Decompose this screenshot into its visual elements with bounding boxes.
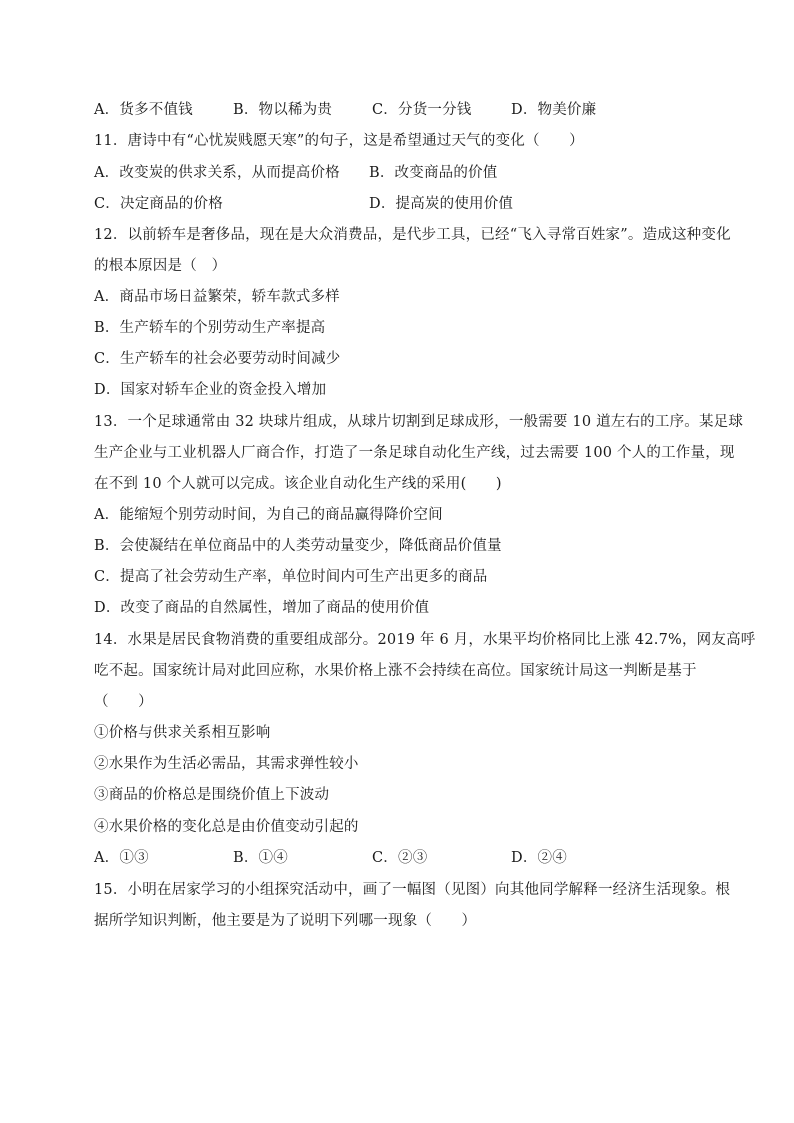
- q12-stem-line-2: 的根本原因是（ ）: [94, 258, 227, 274]
- q13-option-c[interactable]: C．提高了社会劳动生产率，单位时间内可生产出更多的商品: [94, 569, 488, 585]
- q15-stem-line-2: 据所学知识判断，他主要是为了说明下列哪一现象（ ）: [94, 913, 477, 929]
- q10-option-a[interactable]: A．货多不值钱: [94, 102, 193, 118]
- q13-option-a[interactable]: A．能缩短个别劳动时间，为自己的商品赢得降价空间: [94, 507, 443, 523]
- q14-option-d[interactable]: D．②④: [511, 850, 567, 866]
- q12-option-a[interactable]: A．商品市场日益繁荣，轿车款式多样: [94, 289, 340, 305]
- q10-options: [94, 100, 704, 120]
- q14-stem-line-1: 14．水果是居民食物消费的重要组成部分。2019 年 6 月，水果平均价格同比上涨 42.7%，网友高呼: [94, 632, 756, 648]
- q14-stem-line-3: （ ）: [94, 694, 153, 710]
- q13-stem-line-1: 13．一个足球通常由 32 块球片组成，从球片切割到足球成形，一般需要 10 道左右的工序。某足球: [94, 414, 744, 430]
- q12-stem-line-1: 12．以前轿车是奢侈品，现在是大众消费品，是代步工具，已经“飞入寻常百姓家”。造成这种变化: [94, 227, 731, 243]
- q12-option-d[interactable]: D．国家对轿车企业的资金投入增加: [94, 382, 327, 398]
- q15-stem-line-1: 15．小明在居家学习的小组探究活动中，画了一幅图（见图）向其他同学解释一经济生活现象。根: [94, 882, 731, 898]
- q12-option-b[interactable]: B．生产轿车的个别劳动生产率提高: [94, 320, 326, 336]
- q10-option-c[interactable]: C．分货一分钱: [372, 102, 472, 118]
- q13-option-b[interactable]: B．会使凝结在单位商品中的人类劳动量变少，降低商品价值量: [94, 538, 502, 554]
- q11-option-c[interactable]: C．决定商品的价格: [94, 196, 223, 212]
- q11-stem: 11．唐诗中有“心忧炭贱愿天寒”的句子，这是希望通过天气的变化（ ）: [94, 133, 584, 149]
- q11-options-row2: [94, 194, 704, 214]
- q14-option-c[interactable]: C．②③: [372, 850, 428, 866]
- q13-stem-line-2: 生产企业与工业机器人厂商合作，打造了一条足球自动化生产线，过去需要 100 个人的工作量，现: [94, 445, 735, 461]
- q14-statement-2: ②水果作为生活必需品，其需求弹性较小: [94, 756, 359, 772]
- q11-option-b[interactable]: B．改变商品的价值: [369, 165, 498, 181]
- q14-options: [94, 848, 704, 868]
- q12-option-c[interactable]: C．生产轿车的社会必要劳动时间减少: [94, 351, 341, 367]
- q13-stem-line-3: 在不到 10 个人就可以完成。该企业自动化生产线的采用( ): [94, 476, 502, 492]
- q10-option-d[interactable]: D．物美价廉: [511, 102, 597, 118]
- q14-option-a[interactable]: A．①③: [94, 850, 149, 866]
- q11-options-row1: [94, 163, 704, 183]
- q14-stem-line-2: 吃不起。国家统计局对此回应称，水果价格上涨不会持续在高位。国家统计局这一判断是基于: [94, 663, 697, 679]
- q10-option-b[interactable]: B．物以稀为贵: [233, 102, 333, 118]
- q14-statement-4: ④水果价格的变化总是由价值变动引起的: [94, 819, 359, 835]
- q14-option-b[interactable]: B．①④: [233, 850, 288, 866]
- q11-option-d[interactable]: D．提高炭的使用价值: [369, 196, 514, 212]
- q13-option-d[interactable]: D．改变了商品的自然属性，增加了商品的使用价值: [94, 600, 430, 616]
- q11-option-a[interactable]: A．改变炭的供求关系，从而提高价格: [94, 165, 340, 181]
- q14-statement-1: ①价格与供求关系相互影响: [94, 725, 271, 741]
- q14-statement-3: ③商品的价格总是围绕价值上下波动: [94, 787, 330, 803]
